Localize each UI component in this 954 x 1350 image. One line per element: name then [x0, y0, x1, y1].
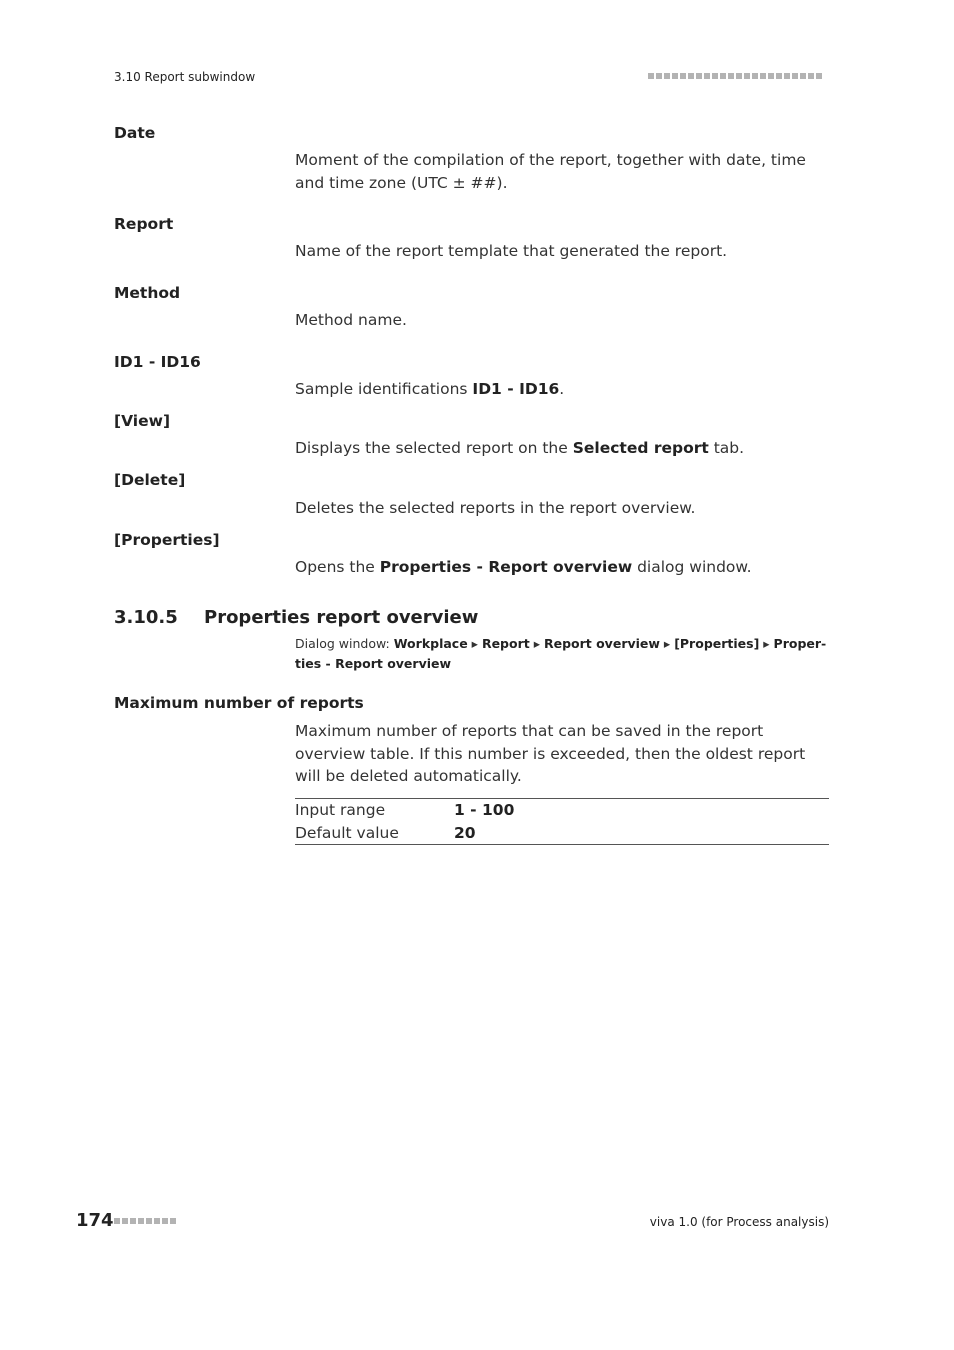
triangle-right-icon: ▸: [663, 636, 671, 651]
table-row: [295, 822, 829, 845]
term-max-reports: Maximum number of reports: [114, 694, 364, 712]
desc-delete: Deletes the selected reports in the report overview.: [295, 499, 696, 517]
term-date: Date: [114, 124, 156, 142]
desc-report: Name of the report template that generated the report.: [295, 242, 728, 260]
section-title: Properties report overview: [204, 607, 479, 628]
param-value: 1 - 100: [454, 801, 515, 820]
path-item: ties - Report overview: [295, 656, 452, 671]
footer-decorative-dots: [114, 1218, 176, 1224]
desc-view: Displays the selected report on the Selected report tab.: [295, 439, 745, 457]
triangle-right-icon: ▸: [471, 636, 478, 651]
section-number: 3.10.5: [114, 607, 178, 628]
path-item: Workplace: [393, 636, 468, 651]
page-number: 174: [76, 1210, 114, 1231]
param-key: Input range: [295, 801, 386, 820]
section-heading: [114, 607, 478, 628]
term-view: [View]: [114, 412, 171, 430]
table-row: [295, 799, 829, 822]
path-item: Proper-: [773, 636, 827, 651]
triangle-right-icon: ▸: [763, 636, 770, 651]
term-properties: [Properties]: [114, 531, 220, 549]
desc-max-reports: Maximum number of reports that can be saved in the report overview table. If this number is exceeded, then the oldest report will be deleted automatically.: [295, 722, 806, 785]
path-item: [Properties]: [674, 636, 760, 651]
desc-properties: Opens the Properties - Report overview dialog window.: [295, 558, 752, 576]
desc-id: Sample identifications ID1 - ID16.: [295, 380, 565, 398]
desc-date: Moment of the compilation of the report, together with date, time and time zone (UTC ± ##).: [295, 151, 806, 192]
param-value: 20: [454, 823, 476, 842]
triangle-right-icon: ▸: [533, 636, 540, 651]
dialog-path: Dialog window: Workplace ▸ Report ▸ Report overview ▸ [Properties] ▸ Proper- ties - Report overview: [295, 636, 827, 671]
path-item: Report: [481, 636, 530, 651]
parameter-table: [295, 798, 829, 845]
header-decorative-dots: [648, 73, 822, 79]
term-delete: [Delete]: [114, 471, 186, 489]
running-header-section: 3.10 Report subwindow: [114, 70, 256, 84]
footer-product: viva 1.0 (for Process analysis): [649, 1215, 829, 1229]
path-item: Report overview: [543, 636, 660, 651]
term-report: Report: [114, 215, 174, 233]
desc-method: Method name.: [295, 311, 407, 329]
term-method: Method: [114, 284, 181, 302]
param-key: Default value: [295, 823, 399, 842]
term-id: ID1 - ID16: [114, 353, 201, 371]
